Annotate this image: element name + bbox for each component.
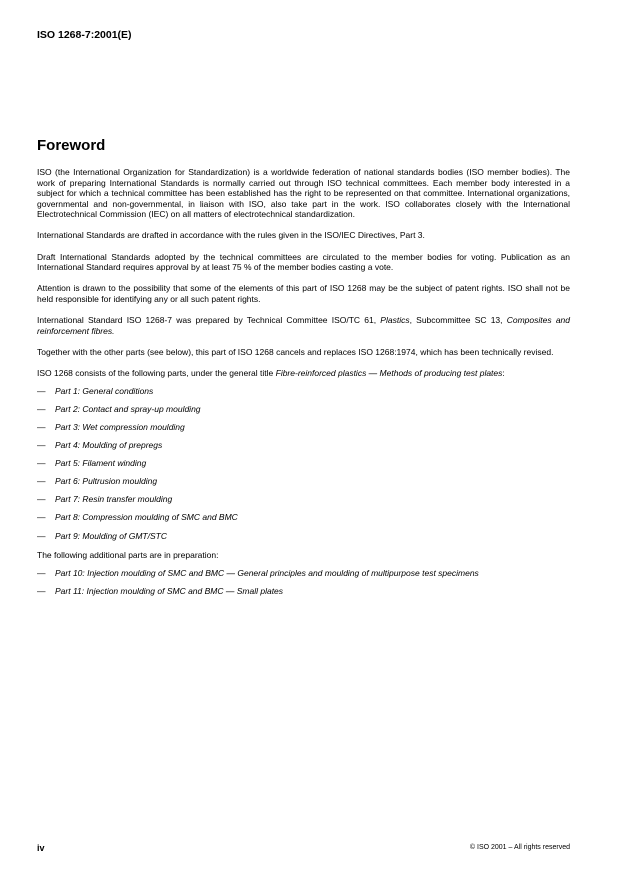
list-item bbox=[37, 568, 570, 579]
paragraph-iso-intro: ISO (the International Organization for Standardization) is a worldwide federation of national standards bodies (ISO member bodies). The work of preparing International Standards is normally carried out through ISO technical committees. Each member body interested in a subject for which a technical committee has been established has the right to be represented on that committee. International organizations, governmental and non-governmental, in liaison with ISO, also take part in the work. ISO collaborates closely with the International Electrotechnical Commission (IEC) on all matters of electrotechnical standardization. bbox=[37, 167, 570, 220]
part-title: Part 5: Filament winding bbox=[55, 458, 147, 469]
list-item bbox=[37, 440, 570, 451]
dash: — bbox=[37, 586, 46, 597]
page-number: iv bbox=[37, 843, 45, 853]
part-title: Part 1: General conditions bbox=[55, 385, 154, 396]
dash: — bbox=[37, 458, 46, 469]
dash: — bbox=[37, 422, 46, 432]
paragraph-in-preparation: The following additional parts are in preparation: bbox=[37, 550, 219, 561]
paragraph-voting: Draft International Standards adopted by the technical committees are circulated to the member bodies for voting. Publication as an International Standard requires approval by at least 75 % of the member bodies casting a vote. bbox=[37, 251, 570, 273]
copyright-notice: © ISO 2001 – All rights reserved bbox=[469, 844, 570, 851]
dash: — bbox=[37, 440, 46, 451]
part-title: Part 11: Injection moulding of SMC and BMC — Small plates bbox=[55, 586, 284, 597]
parts-intro-text: ISO 1268 consists of the following parts, under the general title bbox=[37, 367, 276, 378]
paragraph-parts-intro bbox=[37, 368, 570, 379]
general-title: Fibre-reinforced plastics — Methods of producing test plates bbox=[275, 367, 503, 378]
prep-parts-list bbox=[37, 568, 570, 597]
dash: — bbox=[37, 568, 46, 579]
list-item bbox=[37, 404, 570, 415]
part-title: Part 9: Moulding of GMT/STC bbox=[55, 530, 167, 541]
list-item bbox=[37, 422, 570, 433]
list-item bbox=[37, 512, 570, 523]
paragraph-directives: International Standards are drafted in accordance with the rules given in the ISO/IEC Directives, Part 3. bbox=[37, 230, 425, 241]
section-title: Foreword bbox=[37, 137, 106, 154]
paragraph-patent: Attention is drawn to the possibility that some of the elements of this part of ISO 1268 may be the subject of patent rights. ISO shall not be held responsible for identifying any or all such patent rights. bbox=[37, 283, 570, 304]
list-item bbox=[37, 476, 570, 487]
committee-text-c: , Subcommittee SC 13, bbox=[409, 314, 507, 325]
committee-text-a: International Standard ISO 1268-7 was prepared by Technical Committee ISO/TC 61, bbox=[37, 314, 381, 325]
committee-text-composites: Composites and reinforcement fibres. bbox=[37, 314, 570, 336]
list-item bbox=[37, 494, 570, 505]
list-item bbox=[37, 531, 570, 542]
parts-list bbox=[37, 386, 570, 541]
committee-text-plastics: Plastics bbox=[380, 314, 410, 325]
dash: — bbox=[37, 494, 46, 505]
dash: — bbox=[37, 403, 46, 414]
list-item bbox=[37, 386, 570, 397]
dash: — bbox=[37, 530, 46, 541]
dash: — bbox=[37, 512, 46, 523]
document-id: ISO 1268-7:2001(E) bbox=[37, 29, 132, 41]
foreword-section bbox=[37, 137, 570, 606]
part-title: Part 4: Moulding of prepregs bbox=[55, 440, 163, 451]
list-item bbox=[37, 458, 570, 469]
dash: — bbox=[37, 385, 46, 396]
part-title: Part 3: Wet compression moulding bbox=[55, 422, 185, 432]
part-title: Part 6: Pultrusion moulding bbox=[55, 476, 158, 487]
dash: — bbox=[37, 476, 46, 487]
parts-intro-colon: : bbox=[502, 367, 505, 378]
part-title: Part 2: Contact and spray-up moulding bbox=[55, 403, 201, 414]
list-item bbox=[37, 586, 570, 597]
part-title: Part 10: Injection moulding of SMC and BMC — General principles and moulding of multipurpose test specimens bbox=[55, 568, 479, 579]
part-title: Part 8: Compression moulding of SMC and BMC bbox=[55, 512, 238, 523]
paragraph-replaces: Together with the other parts (see below), this part of ISO 1268 cancels and replaces ISO 1268:1974, which has been technically revised. bbox=[37, 346, 554, 357]
part-title: Part 7: Resin transfer moulding bbox=[55, 494, 173, 505]
paragraph-committee bbox=[37, 315, 570, 336]
